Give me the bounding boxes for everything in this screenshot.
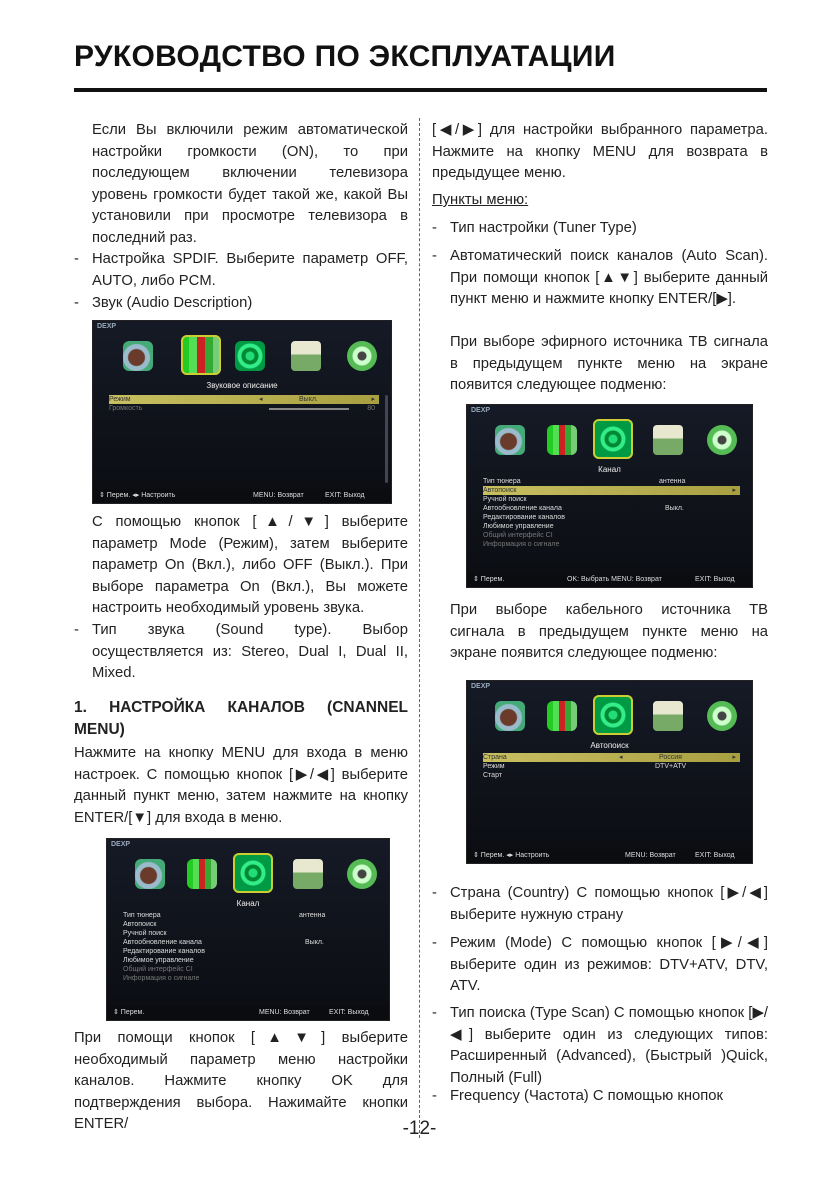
settings-icon xyxy=(707,701,737,731)
menu-row-autoscan: Автопоиск ▸ xyxy=(483,486,740,495)
menu-row-autoupdate: Автообновление канала Выкл. xyxy=(123,939,324,946)
channel-icon xyxy=(233,853,273,893)
menu-row-tuner: Тип тюнера антенна xyxy=(123,912,326,919)
brand-logo: DEXP xyxy=(97,323,117,330)
picture-icon xyxy=(495,701,525,731)
settings-icon xyxy=(347,341,377,371)
lock-icon xyxy=(293,859,323,889)
picture-icon xyxy=(495,425,525,455)
menu-row-start: Старт xyxy=(483,772,503,779)
left-bullet-audio-description: - Звук (Audio Description) xyxy=(74,295,253,311)
menu-row-manual: Ручной поиск xyxy=(123,930,167,937)
right-bullet-frequency: - Frequency (Частота) С помощью кнопок xyxy=(432,1088,723,1104)
left-bullet-spdif: - Настройка SPDIF. Выберите параметр OFF, AUTO, либо PCM. xyxy=(74,251,408,289)
channel-icon xyxy=(235,341,265,371)
right-bullet-type-scan: - Тип поиска (Type Scan) С помощью кнопок [▶/◀] выберите один из следующих типов: Расширенный (Advanced), (Быстрый )Quick, Полный (Full) xyxy=(432,1005,768,1086)
section-heading-channel-menu: 1. НАСТРОЙКА КАНАЛОВ (CNANNEL MENU) xyxy=(74,699,408,738)
lock-icon xyxy=(291,341,321,371)
column-divider xyxy=(419,118,421,1138)
menu-row-favorite: Любимое управление xyxy=(123,957,194,964)
settings-icon xyxy=(347,859,377,889)
screen-heading: Автопоиск xyxy=(590,741,629,750)
sound-icon xyxy=(547,701,577,731)
picture-icon xyxy=(123,341,153,371)
tv-screen-channel-autoscan: DEXP Канал Тип тюнера антенна Автопоиск ▸ Ручной поиск Автообновление канала Выкл. Редактирование каналов Любимое управление Общий интерфейс CI Информация о сигнале ⇕ Перем. OK: Выбрать MENU: Возврат EXIT: Выход xyxy=(466,404,753,588)
screen-heading: Канал xyxy=(236,899,260,908)
menu-row-favorite: Любимое управление xyxy=(483,523,554,530)
left-paragraph-2: С помощью кнопок [▲/▼] выберите параметр Mode (Режим), затем выберите параметр On (Вкл.), либо OFF (Выкл.). При выборе параметра On (Вкл.), Вы можете настроить необходимый уровень звука. xyxy=(92,514,408,617)
menu-row-edit: Редактирование каналов xyxy=(123,948,205,955)
menu-row-country: Страна ◂ Россия ▸ xyxy=(483,753,740,762)
screen-heading: Звуковое описание xyxy=(206,381,278,390)
tv-screen-channel-menu: DEXP Канал Тип тюнера антенна Автопоиск Ручной поиск Автообновление канала Выкл. Редактирование каналов Любимое управление Общий интерфейс CI Информация о сигнале ⇕ Перем. MENU: Возврат EXIT: Выход xyxy=(106,838,390,1021)
left-bullet-sound-type: - Тип звука (Sound type). Выбор осуществляется из: Stereo, Dual I, Dual II, Mixed. xyxy=(74,622,408,682)
sound-icon xyxy=(187,859,217,889)
channel-icon xyxy=(593,695,633,735)
tv-screen-audio-description: DEXP Звуковое описание Режим ◂ Выкл. ▸ Громкость 80 ⇕ Перем. ◂▸ Настроить MENU: Возврат EXIT: Выход xyxy=(92,320,392,504)
brand-logo: DEXP xyxy=(111,841,131,848)
menu-row-signal: Информация о сигнале xyxy=(123,975,200,982)
left-paragraph-1: Если Вы включили режим автоматической настройки громкости (ON), то при последующем включении телевизора уровень громкости будет такой же, какой Вы установили при просмотре телевизора в последний раз. xyxy=(92,122,408,246)
menu-row-mode: Режим DTV+ATV xyxy=(483,763,687,770)
brand-logo: DEXP xyxy=(471,683,491,690)
menu-row-ci: Общий интерфейс CI xyxy=(483,532,553,539)
page-title: РУКОВОДСТВО ПО ЭКСПЛУАТАЦИИ xyxy=(74,40,616,73)
menu-row-edit: Редактирование каналов xyxy=(483,514,565,521)
menu-row-autoupdate: Автообновление канала Выкл. xyxy=(483,505,684,512)
right-bullet-auto-scan: - Автоматический поиск каналов (Auto Scan). При помощи кнопок [▲▼] выберите данный пункт меню и нажмите кнопку ENTER/[▶]. xyxy=(432,248,768,308)
menu-items-heading: Пункты меню: xyxy=(432,192,529,208)
menu-row-volume: Громкость 80 xyxy=(109,405,375,412)
lock-icon xyxy=(653,701,683,731)
right-paragraph-3: При выборе кабельного источника ТВ сигнала в предыдущем пункте меню на экране появится следующее подменю: xyxy=(450,602,768,662)
sound-icon xyxy=(181,335,221,375)
settings-icon xyxy=(707,425,737,455)
menu-row-mode: Режим ◂ Выкл. ▸ xyxy=(109,395,379,404)
menu-row-tuner: Тип тюнера антенна xyxy=(483,478,686,485)
page-number: -12- xyxy=(402,1118,437,1139)
right-paragraph-1: [◀/▶] для настройки выбранного параметра. Нажмите на кнопку MENU для возврата в предыдущее меню. xyxy=(432,122,768,182)
brand-logo: DEXP xyxy=(471,407,491,414)
menu-row-manual: Ручной поиск xyxy=(483,496,527,503)
right-bullet-country: - Страна (Country) С помощью кнопок [▶/◀] выберите нужную страну xyxy=(432,885,768,923)
picture-icon xyxy=(135,859,165,889)
tv-screen-autoscan: DEXP Автопоиск Страна ◂ Россия ▸ Режим DTV+ATV Старт ⇕ Перем. ◂▸ Настроить MENU: Возврат EXIT: Выход xyxy=(466,680,753,864)
channel-icon xyxy=(593,419,633,459)
menu-row-autoscan: Автопоиск xyxy=(123,921,157,928)
left-paragraph-3: Нажмите на кнопку MENU для входа в меню настроек. С помощью кнопок [▶/◀] выберите данный пункт меню, затем нажмите на кнопку ENTER/[▼] для входа в меню. xyxy=(74,745,408,826)
title-rule xyxy=(74,88,767,92)
right-bullet-mode: - Режим (Mode) С помощью кнопок [▶/◀] выберите один из режимов: DTV+ATV, DTV, ATV. xyxy=(432,935,768,995)
lock-icon xyxy=(653,425,683,455)
menu-row-signal: Информация о сигнале xyxy=(483,541,560,548)
menu-row-ci: Общий интерфейс CI xyxy=(123,966,193,973)
right-paragraph-2: При выборе эфирного источника ТВ сигнала в предыдущем пункте меню на экране появится следующее подменю: xyxy=(450,334,768,394)
screen-heading: Канал xyxy=(598,465,621,474)
right-bullet-tuner-type: - Тип настройки (Tuner Type) xyxy=(432,220,637,236)
left-paragraph-4: При помощи кнопок [▲▼] выберите необходимый параметр меню настройки каналов. Нажмите кнопку OK для подтверждения выбора. Нажимайте кнопки ENTER/ xyxy=(74,1030,408,1133)
sound-icon xyxy=(547,425,577,455)
